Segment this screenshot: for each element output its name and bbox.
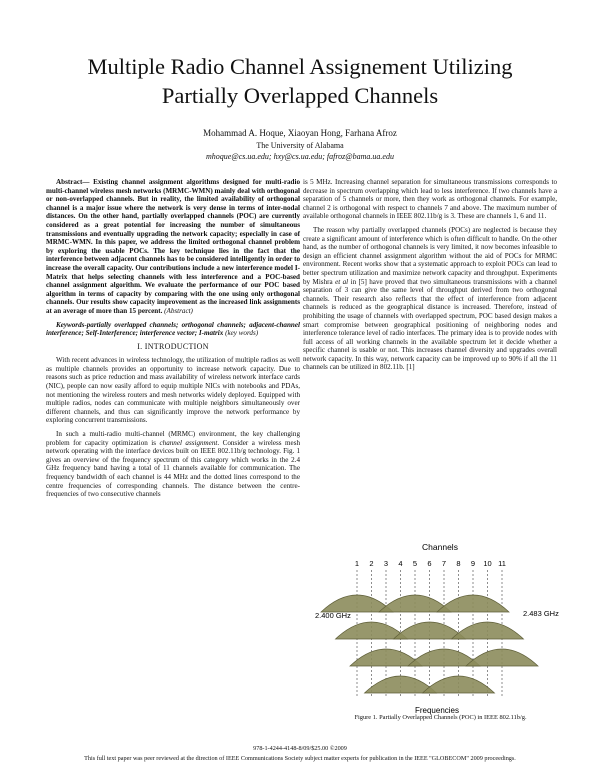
figure-top-label: Channels <box>422 542 458 552</box>
keywords-tag: (key words) <box>225 329 259 338</box>
right-column <box>303 178 557 377</box>
channel-lobe <box>437 595 509 612</box>
keywords-text: Keywords-partially overlapped channels; orthogonal channels; adjacent-channel interference; Self-Interference; interference vector; I-matrix <box>46 320 300 338</box>
channel-lobe <box>423 676 495 693</box>
left-frequency-label: 2.400 GHz <box>315 611 351 620</box>
channel-number-label: 4 <box>398 559 403 568</box>
keywords <box>46 321 300 338</box>
channel-lobe <box>466 649 538 666</box>
right-frequency-label: 2.483 GHz <box>523 609 559 618</box>
paper-title <box>40 52 560 110</box>
intro-p4-part-b: in [5] have proved that two simultaneous transmissions with a channel separation of 3 can give the same level of throughput derived from two orthogonal channels. Their research also reflects that the effect of interference from adjacent channels is reduced as the geographical distance is increased. Therefore, instead of prohibiting the usage of channels with overlapped spectrum, POC based design makes a smart compromise between geographical positioning of neighboring nodes and interference tolerance level of radio interfaces. The primary idea is to provide nodes with full access of all working channels in the available spectrum let it decide whether a specific channel is usable or not. This increases channel diversity and upgrades overall network capacity. In this way, network capacity can be improved up to 90% if all the 11 channels can be utilized in 802.11b. [1] <box>303 277 557 372</box>
abstract-text: Abstract— Existing channel assignment algorithms designed for multi-radio multi-channel wireless mesh networks (MRMC-WMN) mainly deal with orthogonal or non-overlapped channels. But in reality, the limited availability of orthogonal channel is a major issue where the network is very dense in terms of inter-nodal distances. On the other hand, partially overlapped channels (POC) are currently considered as a great potential for increasing the number of simultaneous transmissions and eventually upgrading the network capacity; especially in case of MRMC-WMN. In this paper, we address the limited orthogonal channel problem by exploring the usable POCs. The key technique lies in the fact that the interference between adjacent channels has to be considered intelligently in order to increase the overall capacity. Our contributions include a new interference model I-Matrix that helps selecting channels with less interference and a POC-based channel assignment algorithm. We evaluate the performance of our POC based algorithm in terms of capacity by comparing with the one using only orthogonal channels. Our results show capacity improvement as the increased link assignments at an average of more than 15 percent. <box>46 178 300 315</box>
abstract <box>46 178 300 316</box>
section-heading-introduction: I. INTRODUCTION <box>137 341 209 351</box>
channel-number-label: 9 <box>470 559 476 568</box>
channel-number-label: 11 <box>498 559 506 568</box>
intro-p2-emphasis: channel assignment <box>159 438 218 447</box>
channel-number-label: 6 <box>427 559 432 568</box>
title-line-2: Partially Overlapped Channels <box>161 83 439 108</box>
channel-number-label: 3 <box>383 559 389 568</box>
author-emails: mhoque@cs.ua.edu; hxy@cs.ua.edu; fafroz@bama.ua.edu <box>206 152 394 161</box>
author-list: Mohammad A. Hoque, Xiaoyan Hong, Farhana Afroz <box>203 128 397 138</box>
channel-number-labels <box>355 559 506 568</box>
intro-paragraph-3: is 5 MHz. Increasing channel separation for simultaneous transmissions corresponds to decrease in spectrum overlapping which lead to less interference. If two channels have a separation of 5 channels or more, then they work as orthogonal channels. For example, channel 2 is orthogonal with respect to channels 7 and above. The maximum number of available orthogonal channels in IEEE 802.11b/g is 3. These are channels 1, 6 and 11. <box>303 178 557 221</box>
figure-1-diagram <box>315 538 565 726</box>
intro-p4-emphasis: et al <box>335 277 349 286</box>
footer-review-note: This full text paper was peer reviewed at the direction of IEEE Communications Society subject matter experts for publication in the IEEE "GLOBECOM" 2009 proceedings. <box>84 755 516 762</box>
channel-number-label: 1 <box>354 559 360 568</box>
channel-number-label: 10 <box>483 559 492 568</box>
intro-paragraph-2 <box>46 430 300 499</box>
channel-number-label: 7 <box>441 559 447 568</box>
intro-p4-part-a: The reason why partially overlapped channels (POCs) are neglected is because they create a significant amount of interference which is often difficult to handle. On the other hand, as the number of orthogonal channels is very limited, it now becomes infeasible to design an efficient channel assignment algorithm without the aid of POCs for MRMC environment. Recent works show that a systematic approach to exploit POCs can lead to better spectrum utilization and maximize network capacity and throughput. Experiments by Mishra <box>303 225 557 286</box>
left-column <box>46 178 300 504</box>
intro-paragraph-4 <box>303 226 557 372</box>
figure-bottom-label: Frequencies <box>414 706 460 715</box>
abstract-tag: (Abstract) <box>164 306 193 315</box>
affiliation: The University of Alabama <box>256 141 344 150</box>
intro-p2-part-a: In such a multi-radio multi-channel (MRMC) environment, the key challenging problem for capacity optimization is <box>46 430 300 447</box>
title-line-1: Multiple Radio Channel Assignement Utilizing <box>87 54 513 79</box>
intro-p2-part-b: . Consider a wireless mesh network operating with the interface devices built on IEEE 802.11b/g technology. Fig. 1 gives an overview of the frequency spectrum of this category which works in the 2.4 GHz frequency band having a total of 11 channels available for communication. The frequency bandwidth of each channel is 44 MHz and the dotted lines correspond to the centre frequencies of corresponding channels. The distance between the centre-frequencies of two consecutive channels <box>46 438 301 499</box>
channel-lobe <box>452 622 524 639</box>
channel-number-label: 2 <box>369 559 374 568</box>
intro-paragraph-1: With recent advances in wireless technology, the utilization of multiple radios as well as multiple channels provides an opportunity to increase network capacity. Due to reasons such as price reduction and mass availability of wireless network interface cards (NIC), people can now easily afford to equip multiple NICs with notebooks and PDAs, not mentioning the wireless routers and mesh networks widely deployed. Equipped with multiple radios, nodes can communicate with multiple neighbors simultaneously over different channels, and thus can significantly improve the network performance by exploring concurrent transmissions. <box>46 356 300 425</box>
footer-copyright-id: 978-1-4244-4148-8/09/$25.00 ©2009 <box>253 745 347 752</box>
channel-number-label: 8 <box>456 559 461 568</box>
figure-1-caption: Figure 1. Partially Overlapped Channels (POC) in IEEE 802.11b/g. <box>354 714 527 721</box>
channel-number-label: 5 <box>412 559 418 568</box>
